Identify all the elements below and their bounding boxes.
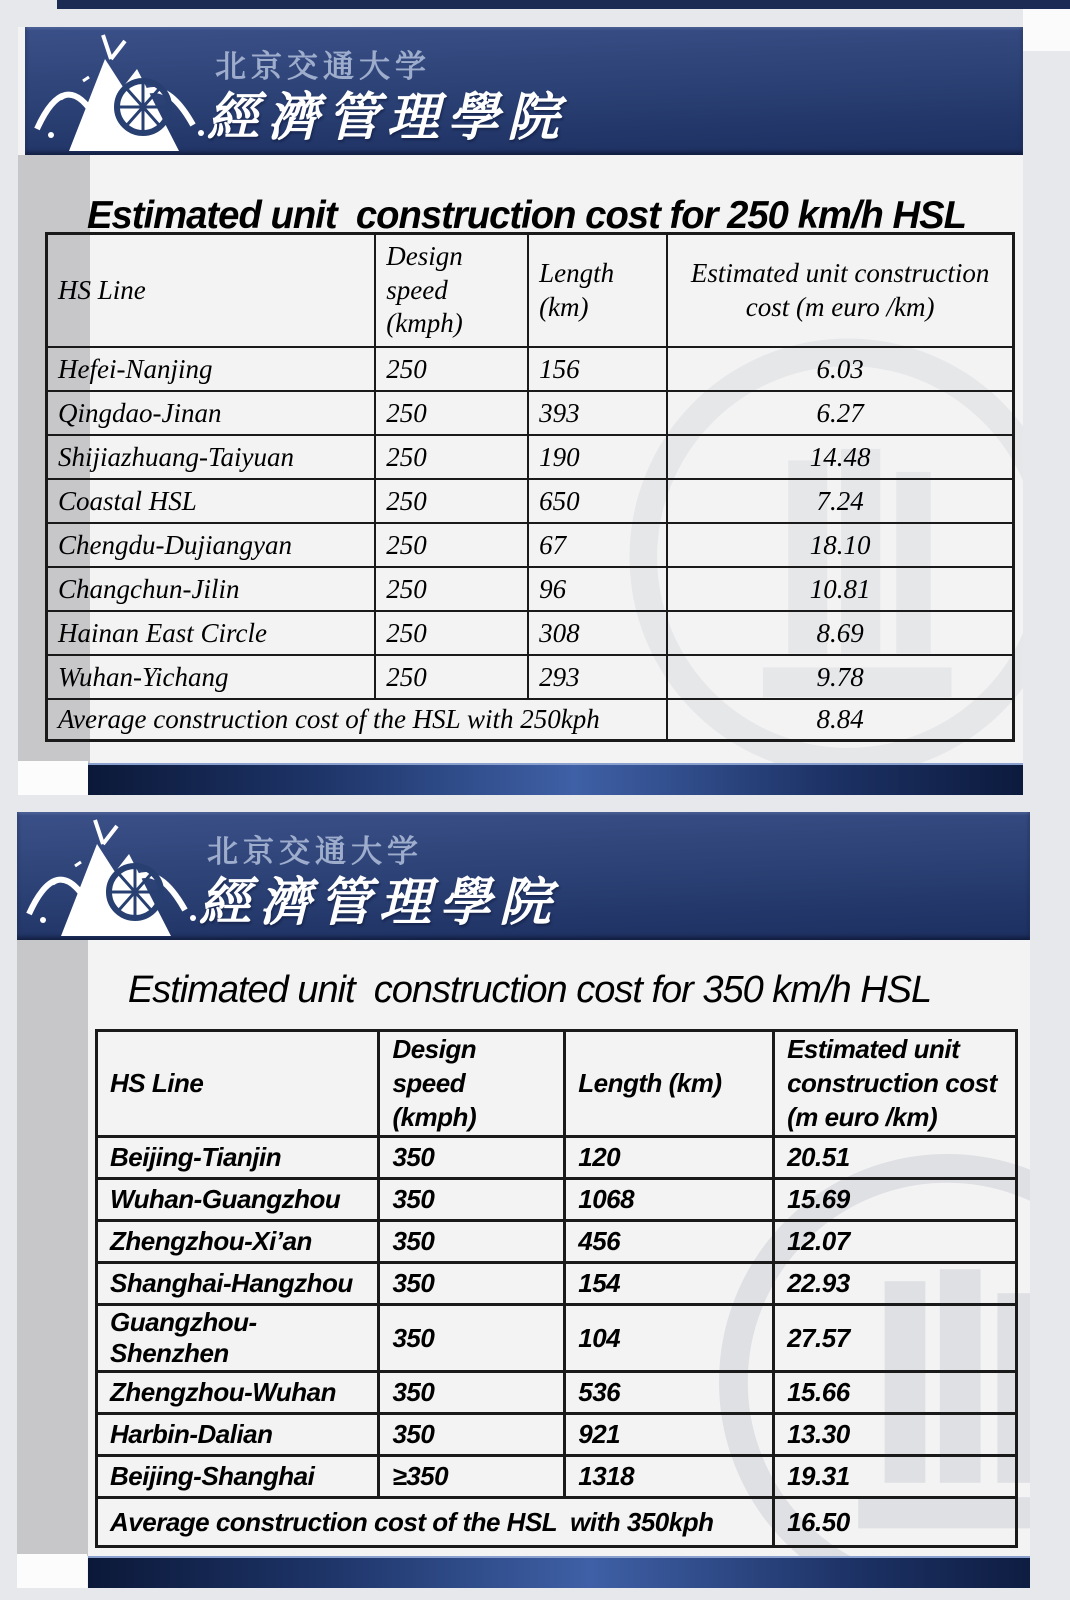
cell: 15.69 xyxy=(774,1179,1017,1221)
col-header-hs-line: HS Line xyxy=(47,234,376,348)
table-row xyxy=(47,435,1014,479)
cell: 8.69 xyxy=(667,611,1013,655)
slide-250kmh xyxy=(18,27,1023,795)
cell: Harbin-Dalian xyxy=(97,1414,379,1456)
average-row xyxy=(97,1498,1017,1547)
footer-gap xyxy=(18,761,88,795)
school-name: 經濟管理學院 xyxy=(207,87,568,148)
average-label: Average construction cost of the HSL with 250kph xyxy=(47,699,668,741)
cell: 67 xyxy=(528,523,667,567)
cell: Wuhan-Yichang xyxy=(47,655,376,699)
slide-footer-bar xyxy=(88,763,1023,795)
cell: 350 xyxy=(379,1263,565,1305)
table-row xyxy=(47,655,1014,699)
table-row xyxy=(97,1221,1017,1263)
cell: Zhengzhou-Xi’an xyxy=(97,1221,379,1263)
cell: 154 xyxy=(565,1263,774,1305)
cell: ≥350 xyxy=(379,1456,565,1498)
cell: 250 xyxy=(375,435,528,479)
col-header-length: Length (km) xyxy=(565,1031,774,1137)
university-name: 北京交通大学 xyxy=(207,834,423,869)
cell: Wuhan-Guangzhou xyxy=(97,1179,379,1221)
cell: 650 xyxy=(528,479,667,523)
col-header-design-speed: Design speed (kmph) xyxy=(375,234,528,348)
table-row xyxy=(47,611,1014,655)
cell: 393 xyxy=(528,391,667,435)
cost-table-350 xyxy=(95,1029,1018,1548)
cell: Guangzhou-Shenzhen xyxy=(97,1305,379,1372)
header-row xyxy=(97,1031,1017,1137)
table-row xyxy=(97,1305,1017,1372)
cell: 13.30 xyxy=(774,1414,1017,1456)
table-row xyxy=(47,391,1014,435)
cell: Qingdao-Jinan xyxy=(47,391,376,435)
cell: 9.78 xyxy=(667,655,1013,699)
school-name: 經濟管理學院 xyxy=(199,872,560,933)
cell: Hainan East Circle xyxy=(47,611,376,655)
col-header-length: Length (km) xyxy=(528,234,667,348)
cell: 19.31 xyxy=(774,1456,1017,1498)
table-row xyxy=(97,1263,1017,1305)
cell: 293 xyxy=(528,655,667,699)
cell: 1068 xyxy=(565,1179,774,1221)
cell: 921 xyxy=(565,1414,774,1456)
col-header-cost: Estimated unit construction cost (m euro /km) xyxy=(774,1031,1017,1137)
col-header-design-speed: Design speed (kmph) xyxy=(379,1031,565,1137)
cell: 12.07 xyxy=(774,1221,1017,1263)
cell: 18.10 xyxy=(667,523,1013,567)
cell: 536 xyxy=(565,1372,774,1414)
cell: Beijing-Shanghai xyxy=(97,1456,379,1498)
col-header-hs-line: HS Line xyxy=(97,1031,379,1137)
cell: 250 xyxy=(375,391,528,435)
cell: Changchun-Jilin xyxy=(47,567,376,611)
cell: Shijiazhuang-Taiyuan xyxy=(47,435,376,479)
cell: 7.24 xyxy=(667,479,1013,523)
university-banner xyxy=(25,27,1023,155)
cell: 15.66 xyxy=(774,1372,1017,1414)
cell: 104 xyxy=(565,1305,774,1372)
scan-gray-strip xyxy=(17,940,88,1556)
university-banner xyxy=(17,812,1030,940)
cell: Chengdu-Dujiangyan xyxy=(47,523,376,567)
cell: 350 xyxy=(379,1137,565,1179)
cell: 190 xyxy=(528,435,667,479)
cell: 250 xyxy=(375,567,528,611)
table-row xyxy=(97,1414,1017,1456)
col-header-cost: Estimated unit construction cost (m euro /km) xyxy=(667,234,1013,348)
slide-350kmh xyxy=(17,812,1030,1588)
slide-footer-bar xyxy=(88,1556,1030,1588)
cell: 456 xyxy=(565,1221,774,1263)
cell: 350 xyxy=(379,1372,565,1414)
cell: 350 xyxy=(379,1221,565,1263)
cell: Beijing-Tianjin xyxy=(97,1137,379,1179)
average-row xyxy=(47,699,1014,741)
cell: 250 xyxy=(375,655,528,699)
average-value: 16.50 xyxy=(774,1498,1017,1547)
average-label: Average construction cost of the HSL with 350kph xyxy=(97,1498,774,1547)
top-navy-bar xyxy=(57,0,1070,9)
cell: 250 xyxy=(375,523,528,567)
cell: Hefei-Nanjing xyxy=(47,347,376,391)
cell: 1318 xyxy=(565,1456,774,1498)
cell: 20.51 xyxy=(774,1137,1017,1179)
cell: 350 xyxy=(379,1305,565,1372)
slide-title: Estimated unit construction cost for 350 km/h HSL xyxy=(127,969,932,1012)
cell: Shanghai-Hangzhou xyxy=(97,1263,379,1305)
cell: 308 xyxy=(528,611,667,655)
cell: 250 xyxy=(375,347,528,391)
cell: Zhengzhou-Wuhan xyxy=(97,1372,379,1414)
cell: 350 xyxy=(379,1179,565,1221)
cell: 6.27 xyxy=(667,391,1013,435)
cell: 6.03 xyxy=(667,347,1013,391)
cell: 14.48 xyxy=(667,435,1013,479)
university-name: 北京交通大学 xyxy=(215,49,431,84)
mountain-bridge-wheel-logo-icon xyxy=(31,29,211,155)
cell: 156 xyxy=(528,347,667,391)
cell: 96 xyxy=(528,567,667,611)
footer-gap xyxy=(17,1554,87,1588)
cell: Coastal HSL xyxy=(47,479,376,523)
cell: 250 xyxy=(375,479,528,523)
table-row xyxy=(47,347,1014,391)
cell: 22.93 xyxy=(774,1263,1017,1305)
table-row xyxy=(97,1372,1017,1414)
mountain-bridge-wheel-logo-icon xyxy=(23,814,203,940)
cell: 250 xyxy=(375,611,528,655)
table-row xyxy=(97,1137,1017,1179)
cell: 350 xyxy=(379,1414,565,1456)
cell: 27.57 xyxy=(774,1305,1017,1372)
cost-table-250 xyxy=(45,232,1015,742)
corner-gap xyxy=(1023,9,1070,51)
table-row xyxy=(47,567,1014,611)
table-row xyxy=(97,1456,1017,1498)
average-value: 8.84 xyxy=(667,699,1013,741)
slide-title: Estimated unit construction cost for 250 km/h HSL xyxy=(86,194,967,238)
table-row xyxy=(47,523,1014,567)
cell: 10.81 xyxy=(667,567,1013,611)
table-row xyxy=(97,1179,1017,1221)
table-row xyxy=(47,479,1014,523)
header-row xyxy=(47,234,1014,348)
cell: 120 xyxy=(565,1137,774,1179)
